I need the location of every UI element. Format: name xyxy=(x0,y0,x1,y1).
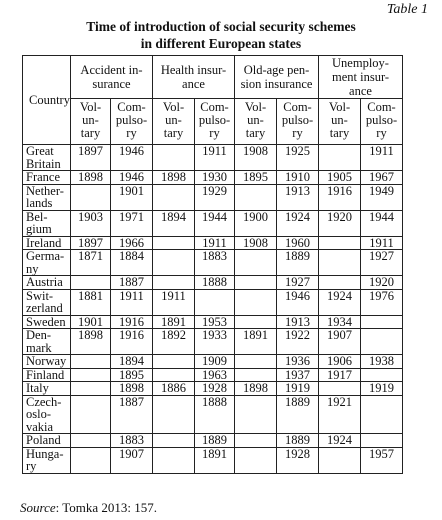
year-cell: 1960 xyxy=(277,236,319,250)
country-cell xyxy=(23,368,71,382)
year-cell: 1920 xyxy=(361,276,403,290)
year-cell: 1888 xyxy=(195,276,235,290)
country-name-line: ry xyxy=(26,459,37,473)
year-cell: 1922 xyxy=(277,329,319,355)
year-cell xyxy=(195,289,235,315)
year-cell: 1889 xyxy=(277,250,319,276)
country-name-line: Austria xyxy=(26,275,63,289)
year-cell xyxy=(153,145,195,171)
year-cell xyxy=(319,250,361,276)
year-cell: 1887 xyxy=(111,395,153,434)
year-cell: 1898 xyxy=(235,382,277,396)
table-row xyxy=(23,368,403,382)
year-cell: 1917 xyxy=(319,368,361,382)
year-cell xyxy=(361,368,403,382)
year-cell: 1909 xyxy=(195,355,235,369)
year-cell: 1928 xyxy=(195,382,235,396)
year-cell: 1971 xyxy=(111,210,153,236)
country-name-line: Bel- xyxy=(26,209,48,224)
year-cell: 1911 xyxy=(153,289,195,315)
source-note xyxy=(20,500,157,516)
year-cell: 1891 xyxy=(235,329,277,355)
year-cell xyxy=(71,276,111,290)
year-cell xyxy=(235,355,277,369)
year-cell xyxy=(235,447,277,473)
voluntary-header: Vol- un- tary xyxy=(319,99,361,145)
country-cell xyxy=(23,447,71,473)
social-security-table xyxy=(22,55,403,474)
country-name-line: Hunga- xyxy=(26,446,64,461)
year-cell: 1903 xyxy=(71,210,111,236)
compulsory-header: Com- pulso- ry xyxy=(361,99,403,145)
year-cell: 1891 xyxy=(153,315,195,329)
country-cell xyxy=(23,236,71,250)
year-cell: 1921 xyxy=(319,395,361,434)
country-name-line: ny xyxy=(26,261,39,276)
year-cell: 1913 xyxy=(277,184,319,210)
year-cell: 1884 xyxy=(111,250,153,276)
year-cell: 1919 xyxy=(361,382,403,396)
year-cell: 1966 xyxy=(111,236,153,250)
subheader-row xyxy=(23,99,403,145)
country-name-line: zerland xyxy=(26,301,63,315)
year-cell xyxy=(153,368,195,382)
year-cell: 1937 xyxy=(277,368,319,382)
year-cell: 1919 xyxy=(277,382,319,396)
year-cell xyxy=(235,250,277,276)
year-cell: 1924 xyxy=(319,434,361,448)
year-cell: 1949 xyxy=(361,184,403,210)
year-cell: 1908 xyxy=(235,145,277,171)
table-row xyxy=(23,276,403,290)
country-name-line: Germa- xyxy=(26,249,65,263)
source-text: : Tomka 2013: 157. xyxy=(55,500,158,515)
country-cell xyxy=(23,276,71,290)
table-row xyxy=(23,355,403,369)
year-cell: 1967 xyxy=(361,171,403,185)
year-cell: 1933 xyxy=(195,329,235,355)
year-cell: 1957 xyxy=(361,447,403,473)
year-cell: 1895 xyxy=(235,171,277,185)
year-cell: 1953 xyxy=(195,315,235,329)
country-cell xyxy=(23,210,71,236)
year-cell xyxy=(361,315,403,329)
year-cell: 1894 xyxy=(153,210,195,236)
year-cell xyxy=(153,250,195,276)
year-cell: 1897 xyxy=(71,145,111,171)
year-cell: 1928 xyxy=(277,447,319,473)
year-cell xyxy=(71,395,111,434)
year-cell: 1963 xyxy=(195,368,235,382)
year-cell: 1892 xyxy=(153,329,195,355)
year-cell xyxy=(361,434,403,448)
compulsory-header: Com- pulso- ry xyxy=(111,99,153,145)
year-cell xyxy=(71,447,111,473)
year-cell: 1946 xyxy=(277,289,319,315)
country-name-line: Ireland xyxy=(26,235,62,250)
country-cell xyxy=(23,315,71,329)
year-cell: 1929 xyxy=(195,184,235,210)
country-cell xyxy=(23,171,71,185)
year-cell xyxy=(153,434,195,448)
table-row xyxy=(23,184,403,210)
year-cell xyxy=(153,236,195,250)
year-cell xyxy=(361,329,403,355)
year-cell: 1916 xyxy=(319,184,361,210)
year-cell xyxy=(153,276,195,290)
year-cell xyxy=(153,184,195,210)
country-cell xyxy=(23,184,71,210)
country-name-line: Finland xyxy=(26,367,65,382)
year-cell: 1881 xyxy=(71,289,111,315)
year-cell: 1920 xyxy=(319,210,361,236)
country-name-line: Italy xyxy=(26,381,49,395)
year-cell xyxy=(235,395,277,434)
year-cell: 1925 xyxy=(277,145,319,171)
country-cell xyxy=(23,355,71,369)
year-cell xyxy=(319,447,361,473)
year-cell: 1907 xyxy=(111,447,153,473)
year-cell: 1924 xyxy=(277,210,319,236)
year-cell: 1889 xyxy=(277,434,319,448)
country-name-line: Poland xyxy=(26,433,61,447)
country-name-line: vakia xyxy=(26,419,54,434)
table-row xyxy=(23,329,403,355)
year-cell xyxy=(153,447,195,473)
year-cell: 1905 xyxy=(319,171,361,185)
voluntary-header: Vol- un- tary xyxy=(153,99,195,145)
year-cell xyxy=(71,434,111,448)
country-cell xyxy=(23,289,71,315)
country-name-line: Great xyxy=(26,144,54,158)
country-name-line: lands xyxy=(26,196,53,210)
year-cell: 1895 xyxy=(111,368,153,382)
year-cell: 1887 xyxy=(111,276,153,290)
year-cell: 1871 xyxy=(71,250,111,276)
year-cell xyxy=(235,315,277,329)
country-name-line: France xyxy=(26,170,61,184)
year-cell: 1946 xyxy=(111,145,153,171)
table-row xyxy=(23,250,403,276)
year-cell: 1944 xyxy=(361,210,403,236)
year-cell xyxy=(235,434,277,448)
year-cell xyxy=(71,382,111,396)
year-cell: 1906 xyxy=(319,355,361,369)
year-cell: 1886 xyxy=(153,382,195,396)
year-cell xyxy=(235,184,277,210)
year-cell: 1891 xyxy=(195,447,235,473)
year-cell: 1897 xyxy=(71,236,111,250)
year-cell: 1924 xyxy=(319,289,361,315)
table-title-line-1: Time of introduction of social security schemes xyxy=(86,19,356,34)
country-name-line: Britain xyxy=(26,156,61,171)
year-cell xyxy=(153,395,195,434)
country-cell xyxy=(23,434,71,448)
year-cell: 1976 xyxy=(361,289,403,315)
country-name-line: Norway xyxy=(26,354,67,368)
group-header-health: Health insur- ance xyxy=(153,56,235,99)
year-cell: 1901 xyxy=(111,184,153,210)
year-cell: 1911 xyxy=(111,289,153,315)
year-cell: 1898 xyxy=(153,171,195,185)
country-name-line: oslo- xyxy=(26,407,51,421)
table-row xyxy=(23,289,403,315)
country-header: Country xyxy=(23,56,71,145)
year-cell: 1916 xyxy=(111,315,153,329)
year-cell xyxy=(319,382,361,396)
table-row xyxy=(23,382,403,396)
year-cell: 1916 xyxy=(111,329,153,355)
year-cell: 1888 xyxy=(195,395,235,434)
year-cell: 1911 xyxy=(361,236,403,250)
country-cell xyxy=(23,382,71,396)
table-row xyxy=(23,434,403,448)
year-cell: 1911 xyxy=(195,236,235,250)
year-cell: 1898 xyxy=(71,171,111,185)
table-number-label: Table 1 xyxy=(386,2,428,17)
table-title xyxy=(0,18,442,52)
country-cell xyxy=(23,250,71,276)
year-cell: 1913 xyxy=(277,315,319,329)
country-name-line: Swit- xyxy=(26,288,54,303)
year-cell: 1898 xyxy=(111,382,153,396)
year-cell xyxy=(319,236,361,250)
source-label: Source xyxy=(20,500,56,515)
year-cell xyxy=(71,184,111,210)
country-name-line: Nether- xyxy=(26,183,64,198)
year-cell: 1930 xyxy=(195,171,235,185)
year-cell: 1900 xyxy=(235,210,277,236)
year-cell xyxy=(235,276,277,290)
year-cell: 1936 xyxy=(277,355,319,369)
group-header-unemployment: Unemploy- ment insur- ance xyxy=(319,56,403,99)
year-cell: 1908 xyxy=(235,236,277,250)
country-cell xyxy=(23,145,71,171)
country-name-line: gium xyxy=(26,222,52,236)
year-cell: 1889 xyxy=(195,434,235,448)
year-cell: 1898 xyxy=(71,329,111,355)
year-cell: 1944 xyxy=(195,210,235,236)
year-cell: 1883 xyxy=(111,434,153,448)
country-cell xyxy=(23,329,71,355)
voluntary-header: Vol- un- tary xyxy=(235,99,277,145)
year-cell xyxy=(319,276,361,290)
year-cell xyxy=(319,145,361,171)
table-body xyxy=(23,145,403,474)
year-cell xyxy=(153,355,195,369)
country-cell xyxy=(23,395,71,434)
year-cell xyxy=(235,289,277,315)
year-cell: 1910 xyxy=(277,171,319,185)
year-cell: 1934 xyxy=(319,315,361,329)
group-header-old-age: Old-age pen- sion insurance xyxy=(235,56,319,99)
country-name-line: mark xyxy=(26,340,52,355)
table-row xyxy=(23,447,403,473)
year-cell xyxy=(71,355,111,369)
group-header-accident: Accident in- surance xyxy=(71,56,153,99)
table-row xyxy=(23,236,403,250)
compulsory-header: Com- pulso- ry xyxy=(277,99,319,145)
year-cell: 1946 xyxy=(111,171,153,185)
year-cell: 1911 xyxy=(195,145,235,171)
table-row xyxy=(23,171,403,185)
country-name-line: Sweden xyxy=(26,314,66,329)
compulsory-header: Com- pulso- ry xyxy=(195,99,235,145)
year-cell: 1938 xyxy=(361,355,403,369)
year-cell: 1894 xyxy=(111,355,153,369)
voluntary-header: Vol- un- tary xyxy=(71,99,111,145)
country-name-line: Czech- xyxy=(26,394,62,409)
year-cell: 1901 xyxy=(71,315,111,329)
year-cell xyxy=(361,395,403,434)
year-cell: 1927 xyxy=(277,276,319,290)
year-cell: 1907 xyxy=(319,329,361,355)
table-row xyxy=(23,395,403,434)
year-cell: 1927 xyxy=(361,250,403,276)
year-cell xyxy=(71,368,111,382)
year-cell: 1911 xyxy=(361,145,403,171)
year-cell xyxy=(235,368,277,382)
table-row xyxy=(23,210,403,236)
country-name-line: Den- xyxy=(26,328,51,342)
table-row xyxy=(23,315,403,329)
year-cell: 1889 xyxy=(277,395,319,434)
table-row xyxy=(23,145,403,171)
year-cell: 1883 xyxy=(195,250,235,276)
table-title-line-2: in different European states xyxy=(140,36,302,51)
